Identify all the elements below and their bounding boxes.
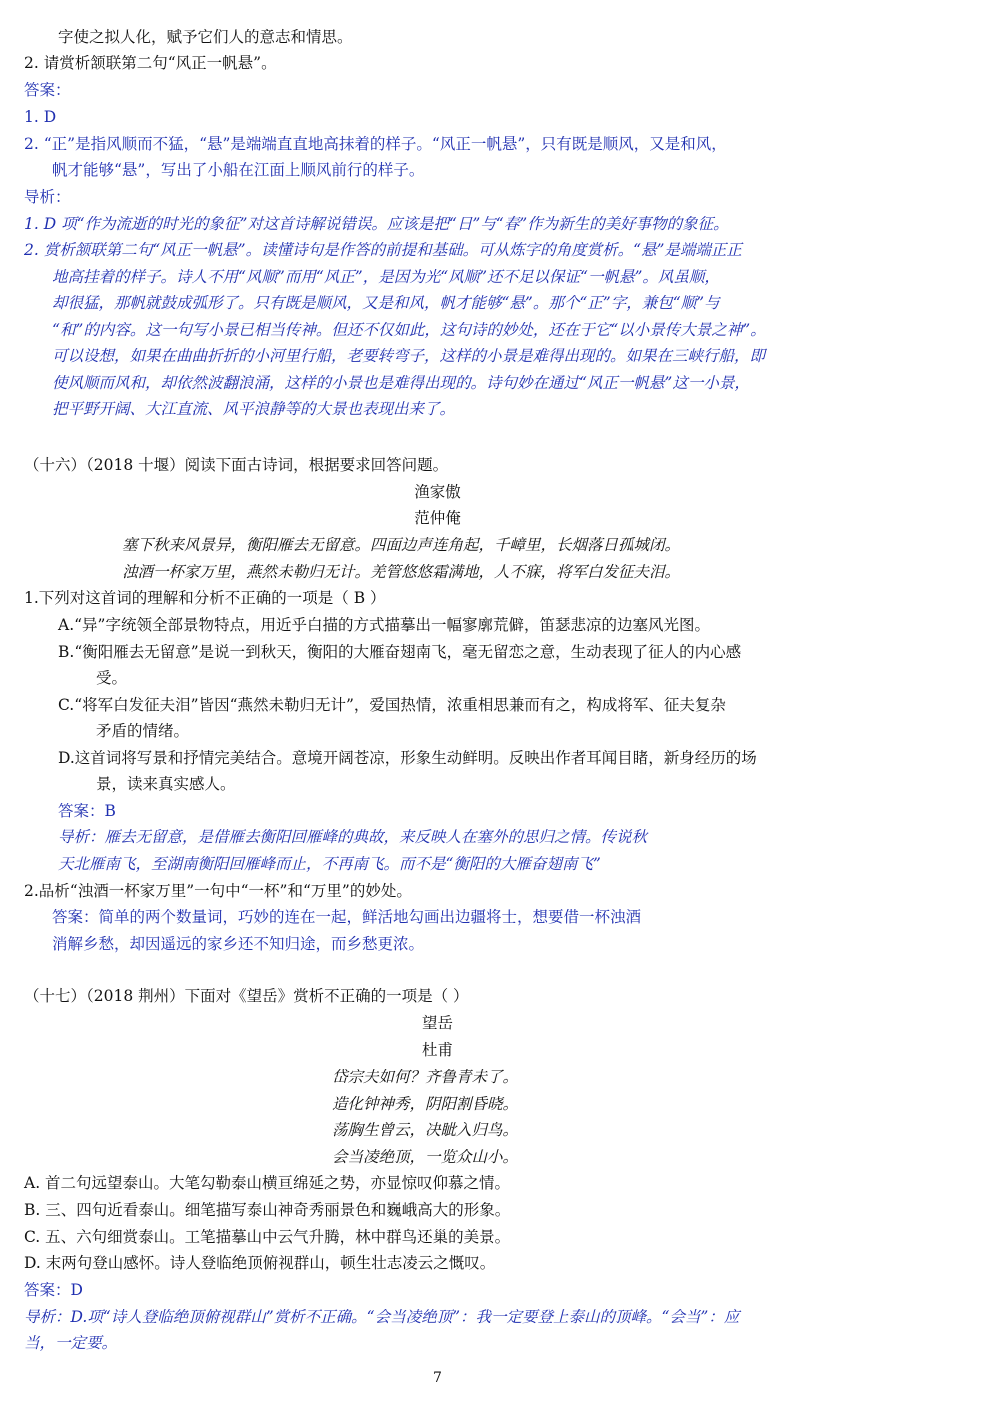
answer-2-line-2: 消解乡愁，却因遥远的家乡还不知归途，而乡愁更浓。: [52, 935, 425, 953]
poem-title: 望岳: [421, 1014, 453, 1032]
answer-1: 1. D: [24, 108, 57, 126]
option-c-line-1: C.“将军白发征夫泪”皆因“燕然未勒归无计”，爱国热情，浓重相思兼而有之，构成将军、征夫复杂: [58, 696, 726, 714]
option-d-line-1: D.这首词将写景和抒情完美结合。意境开阔苍凉，形象生动鲜明。反映出作者耳闻目睹，新身经历的场: [58, 749, 757, 767]
answer-2-line-2: 帆才能够“悬”，写出了小船在江面上顺风前行的样子。: [52, 161, 425, 179]
poem-line: 岱宗夫如何？齐鲁青未了。: [332, 1068, 519, 1086]
option-c-line-2: 矛盾的情绪。: [96, 722, 190, 740]
guide-line-1: 导析：雁去无留意，是借雁去衡阳回雁峰的典故，来反映人在塞外的思归之情。传说秋: [58, 828, 648, 846]
section-16-heading: （十六）（2018 十堰）阅读下面古诗词，根据要求回答问题。: [24, 456, 449, 474]
option-c: C. 五、六句细赏泰山。工笔描摹山中云气升腾，林中群鸟还巢的美景。: [24, 1228, 511, 1246]
poem-line: 会当凌绝顶，一览众山小。: [332, 1148, 519, 1166]
answer-2-line-1: 答案：简单的两个数量词，巧妙的连在一起，鲜活地勾画出边疆将士，想要借一杯浊酒: [52, 908, 642, 926]
guide-line-2: 天北雁南飞，至湖南衡阳回雁峰而止，不再南飞。而不是“衡阳的大雁奋翅南飞”: [58, 855, 601, 873]
poem-title: 渔家傲: [414, 483, 461, 501]
option-b: B. 三、四句近看泰山。细笔描写泰山神奇秀丽景色和巍峨高大的形象。: [24, 1201, 511, 1219]
guide-2-line: “和”的内容。这一句写小景已相当传神。但还不仅如此，这句诗的妙处，还在于它“以小景传大景之神”。: [52, 321, 766, 339]
poem-line: 荡胸生曾云，决眦入归鸟。: [332, 1121, 519, 1139]
option-b-line-1: B.“衡阳雁去无留意”是说一到秋天，衡阳的大雁奋翅南飞，毫无留恋之意，生动表现了征人的内心感: [58, 643, 742, 661]
guide-2-line: 可以设想，如果在曲曲折折的小河里行船，老要转弯子，这样的小景是难得出现的。如果在三峡行船，即: [52, 347, 766, 365]
option-a: A. 首二句远望泰山。大笔勾勒泰山横亘绵延之势，亦显惊叹仰慕之情。: [24, 1174, 511, 1192]
poem-author: 范仲俺: [414, 509, 461, 527]
poem-author: 杜甫: [421, 1041, 453, 1059]
guide-1: 1. D 项“作为流逝的时光的象征”对这首诗解说错误。应该是把“日”与“春”作为新生的美好事物的象征。: [24, 215, 729, 233]
section-17-heading: （十七）（2018 荆州）下面对《望岳》赏析不正确的一项是（ ）: [24, 987, 469, 1005]
guide-line-2: 当，一定要。: [24, 1334, 118, 1352]
guide-2-line: 地高挂着的样子。诗人不用“风顺”而用“风正”，是因为光“风顺”还不足以保证“一帆悬”。风虽顺，: [52, 268, 720, 286]
guide-2-line: 把平野开阔、大江直流、风平浪静等的大景也表现出来了。: [52, 400, 456, 418]
guide-2-line: 使风顺而风和，却依然波翻浪涌，这样的小景也是难得出现的。诗句妙在通过“风正一帆悬”这一小景，: [52, 374, 750, 392]
question-1: 1.下列对这首词的理解和分析不正确的一项是（ B ）: [24, 589, 386, 607]
answer: 答案：B: [58, 802, 116, 820]
option-b-line-2: 受。: [96, 669, 128, 687]
answer-label: 答案：: [24, 81, 71, 99]
guide-2-line: 2. 赏析颔联第二句“风正一帆悬”。读懂诗句是作答的前提和基础。可从炼字的角度赏析。“悬”是端端正正: [24, 241, 742, 259]
continuation-line: 字使之拟人化，赋予它们人的意志和情思。: [58, 28, 353, 46]
option-a: A.“异”字统领全部景物特点，用近乎白描的方式描摹出一幅寥廓荒僻，笛瑟悲凉的边塞风光图。: [58, 616, 710, 634]
poem-line: 造化钟神秀，阴阳割昏晓。: [332, 1095, 519, 1113]
answer: 答案：D: [24, 1281, 83, 1299]
option-d: D. 末两句登山感怀。诗人登临绝顶俯视群山，顿生壮志凌云之慨叹。: [24, 1254, 496, 1272]
option-d-line-2: 景，读来真实感人。: [96, 775, 236, 793]
poem-line: 浊酒一杯家万里，燕然未勒归无计。羌管悠悠霜满地，人不寐，将军白发征夫泪。: [122, 563, 681, 581]
guide-2-line: 却很猛，那帆就鼓成弧形了。只有既是顺风，又是和风，帆才能够“悬”。那个“正”字，兼包“顺”与: [52, 294, 720, 312]
poem-line: 塞下秋来风景异，衡阳雁去无留意。四面边声连角起，千嶂里，长烟落日孤城闭。: [122, 536, 681, 554]
question-2: 2. 请赏析颔联第二句“风正一帆悬”。: [24, 54, 277, 72]
guide-line-1: 导析：D.项“诗人登临绝顶俯视群山”赏析不正确。“会当凌绝顶”：我一定要登上泰山的顶峰。“会当”：应: [24, 1308, 740, 1326]
page-number: 7: [433, 1370, 442, 1386]
answer-2-line-1: 2. “正”是指风顺而不猛，“悬”是端端直直地高抹着的样子。“风正一帆悬”，只有既是顺风，又是和风，: [24, 135, 727, 153]
guide-label: 导析：: [24, 188, 71, 206]
question-2: 2.品析“浊酒一杯家万里”一句中“一杯”和“万里”的妙处。: [24, 882, 412, 900]
